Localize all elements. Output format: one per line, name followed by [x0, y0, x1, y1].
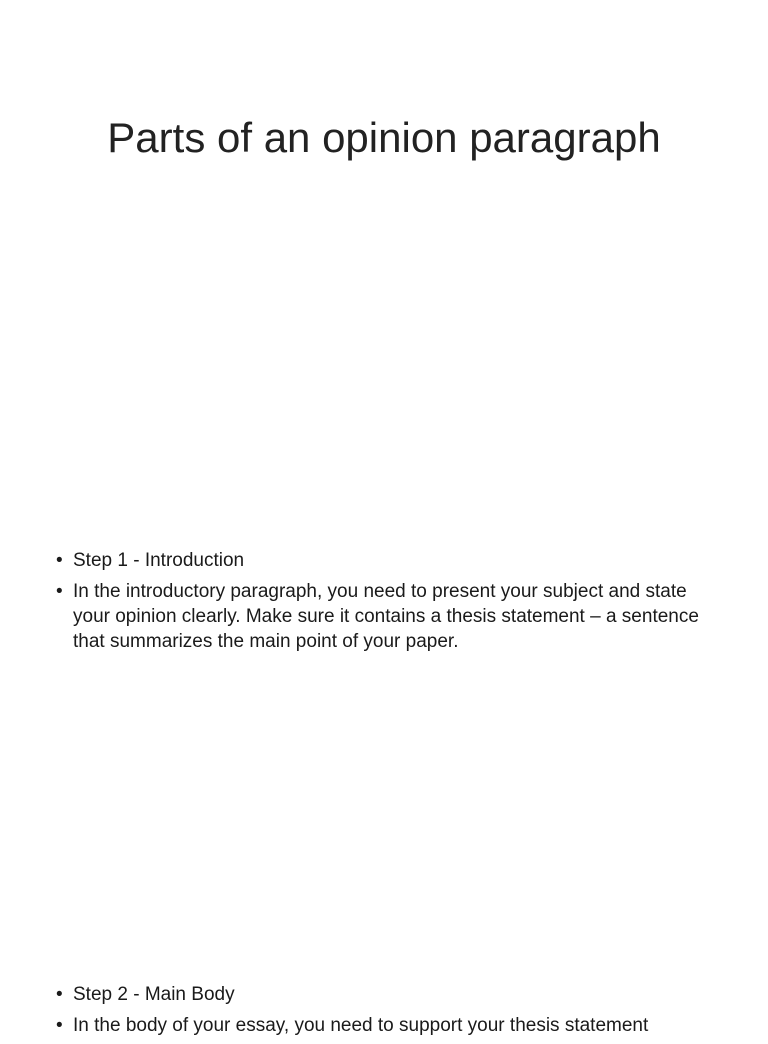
bullet-text: In the body of your essay, you need to support your thesis statement — [73, 1015, 649, 1036]
list-item — [56, 579, 716, 654]
bullet-text: Step 1 - Introduction — [73, 550, 245, 571]
bullet-icon: • — [56, 550, 63, 571]
step2-bullet-list — [56, 982, 716, 1044]
list-item — [56, 982, 716, 1007]
list-item — [56, 548, 716, 573]
step1-bullet-list — [56, 548, 716, 660]
bullet-icon: • — [56, 1015, 63, 1036]
list-item — [56, 1013, 716, 1038]
bullet-icon: • — [56, 984, 63, 1005]
slide-title: Parts of an opinion paragraph — [107, 114, 661, 161]
bullet-text: In the introductory paragraph, you need to present your subject and state your opinion clearly. Make sure it contains a thesis statement – a sentence that summarizes the main point of your paper. — [73, 581, 699, 652]
bullet-text: Step 2 - Main Body — [73, 984, 235, 1005]
bullet-icon: • — [56, 581, 63, 602]
